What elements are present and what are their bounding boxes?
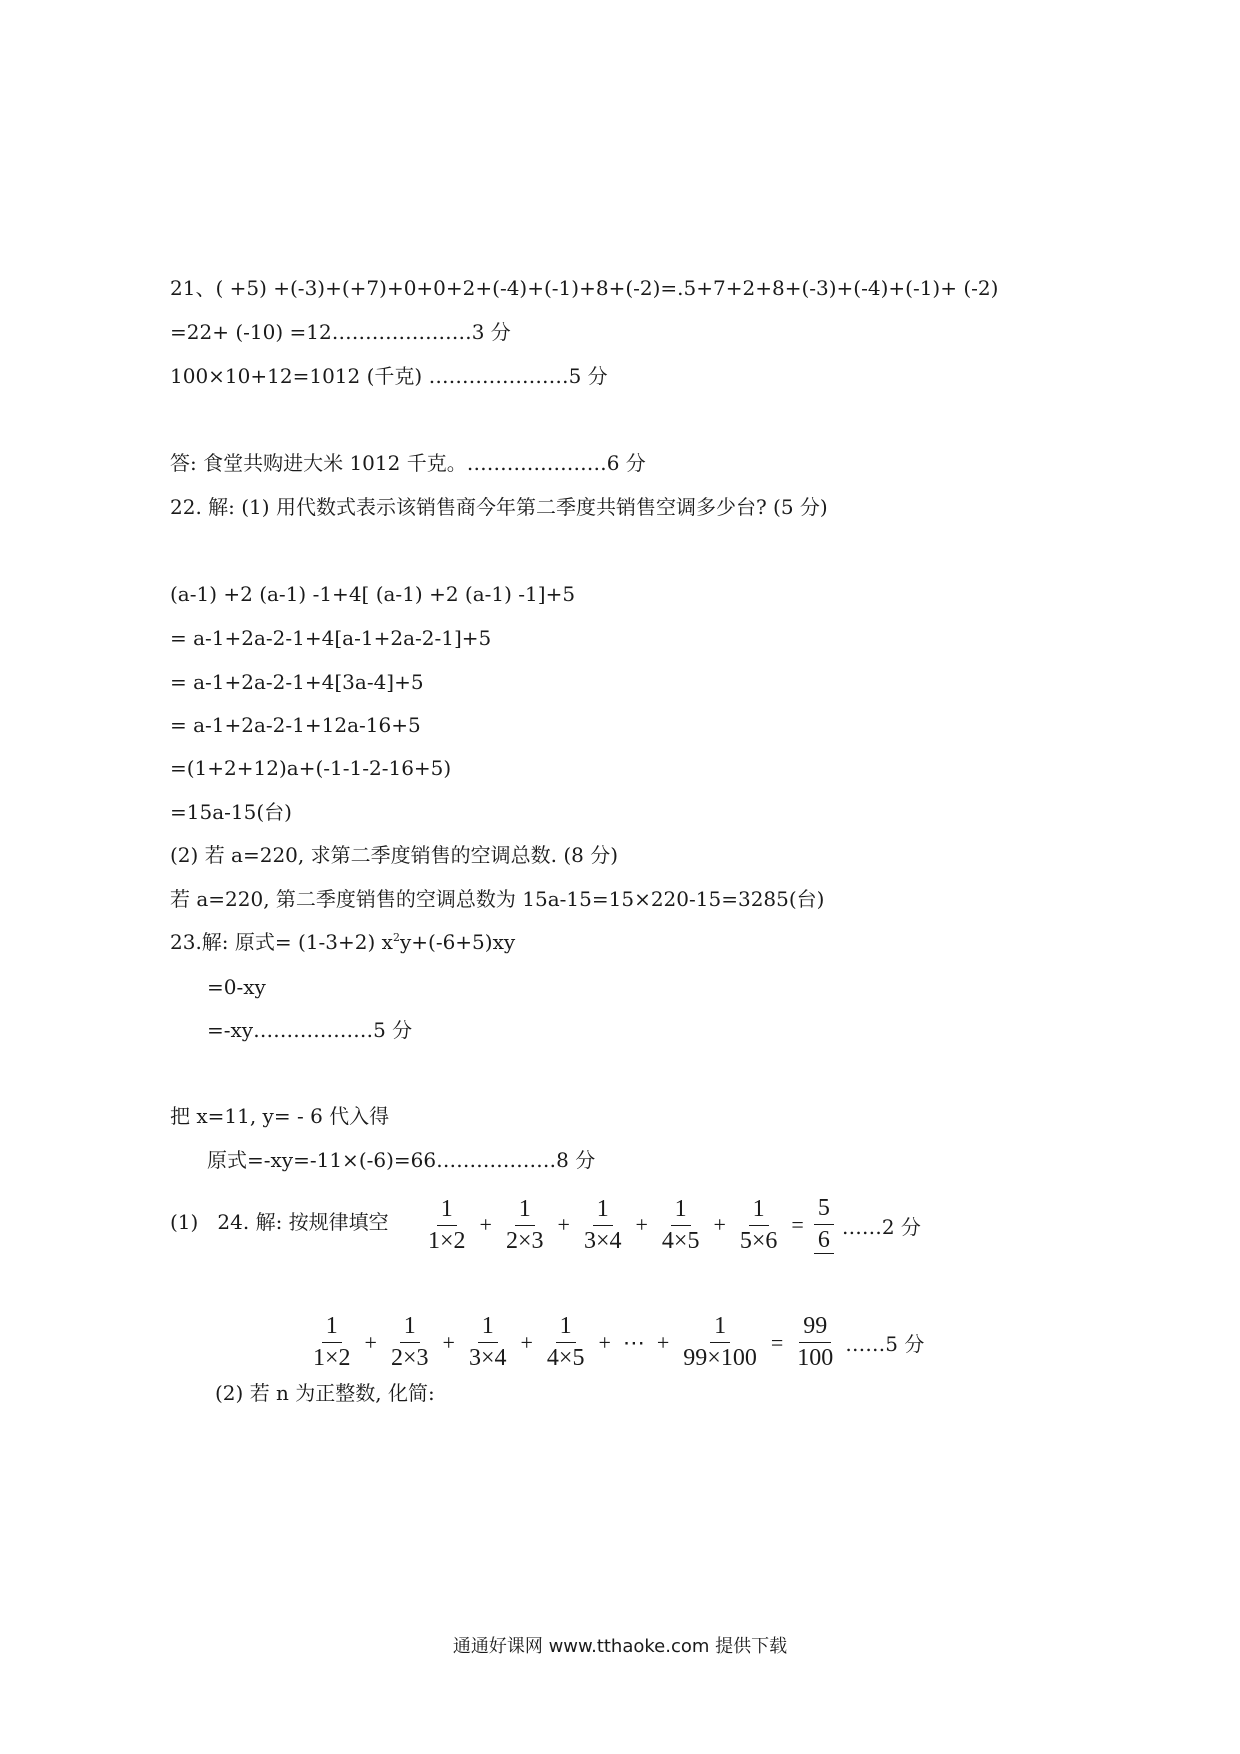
q24-r1-frac-4: $\frac{1}{4\times 5}$ [661, 1195, 700, 1254]
equals-sign: = [791, 1212, 804, 1238]
q24-r2-frac-3: $\frac{1}{3\times 4}$ [468, 1313, 507, 1372]
q22-intro: 22. 解: (1) 用代数式表示该销售商今年第二季度共销售空调多少台? (5 分) [170, 495, 828, 519]
q23-line2: =0-xy [207, 975, 266, 999]
q21-line3: 100×10+12=1012 (千克) …………………5 分 [170, 364, 608, 388]
q23-line1 [170, 932, 515, 952]
page-footer: 通通好课网 www.tthaoke.com 提供下载 [452, 1636, 788, 1657]
q24-r1-frac-2: $\frac{1}{2\times 3}$ [505, 1195, 544, 1254]
q24-row2-expression [305, 1314, 924, 1371]
q21-line1: 21、( +5) +(-3)+(+7)+0+0+2+(-4)+(-1)+8+(-2)=.5+7+2+8+(-3)+(-4)+(-1)+ (-2) [170, 276, 999, 300]
plus-sign: + [656, 1329, 670, 1355]
q22-step-4: = a-1+2a-2-1+12a-16+5 [170, 713, 421, 737]
q24-part2: (2) 若 n 为正整数, 化简: [215, 1381, 435, 1405]
plus-sign: + [598, 1329, 611, 1355]
q23-exponent: 2 [392, 931, 400, 944]
q21-line2: =22+ (-10) =12…………………3 分 [170, 320, 511, 344]
q22-step-3: = a-1+2a-2-1+4[3a-4]+5 [170, 670, 424, 694]
q24-r2-frac-2: $\frac{1}{2\times 3}$ [390, 1313, 429, 1372]
q22-step-2: = a-1+2a-2-1+4[a-1+2a-2-1]+5 [170, 626, 492, 650]
q24-r1-result: $\frac{5}{6}$ [814, 1196, 834, 1254]
q24-r2-score: ……5 分 [845, 1332, 925, 1357]
plus-sign: + [635, 1212, 648, 1238]
q21-answer: 答: 食堂共购进大米 1012 千克。…………………6 分 [170, 451, 646, 475]
plus-sign: + [520, 1329, 533, 1355]
q23-sub-result: 原式=-xy=-11×(-6)=66………………8 分 [207, 1148, 596, 1172]
q24-r1-frac-3: $\frac{1}{3\times 4}$ [583, 1195, 622, 1254]
q24-r2-result: $\frac{99}{100}$ [797, 1313, 834, 1372]
q22-part2-answer: 若 a=220, 第二季度销售的空调总数为 15a-15=15×220-15=3285(台) [170, 887, 825, 911]
plus-sign: + [364, 1329, 377, 1355]
q23-sub-intro: 把 x=11, y= - 6 代入得 [170, 1104, 390, 1128]
q24-r1-frac-5: $\frac{1}{5\times 6}$ [739, 1195, 778, 1254]
plus-sign: + [557, 1212, 570, 1238]
ellipsis: ⋯ [622, 1329, 645, 1355]
q24-row1-expression [420, 1196, 921, 1254]
q24-r2-frac-4: $\frac{1}{4\times 5}$ [546, 1313, 585, 1372]
q23-line3: =-xy………………5 分 [207, 1018, 413, 1042]
q24-r1-score: ……2 分 [841, 1214, 921, 1239]
q23-line1-post: y+(-6+5)xy [399, 930, 516, 954]
q23-line1-pre: 23.解: 原式= (1-3+2) x [170, 930, 393, 954]
plus-sign: + [479, 1212, 492, 1238]
q22-part2: (2) 若 a=220, 求第二季度销售的空调总数. (8 分) [170, 843, 619, 867]
equals-sign: = [770, 1329, 784, 1355]
q22-step-5: =(1+2+12)a+(-1-1-2-16+5) [170, 756, 452, 780]
q24-prefix: (1) 24. 解: 按规律填空 [170, 1210, 389, 1234]
q24-r2-frac-1: $\frac{1}{1\times 2}$ [313, 1313, 351, 1372]
plus-sign: + [713, 1212, 726, 1238]
q22-step-1: (a-1) +2 (a-1) -1+4[ (a-1) +2 (a-1) -1]+5 [170, 582, 576, 606]
q22-step-6: =15a-15(台) [170, 800, 292, 824]
q24-r2-frac-last: $\frac{1}{99\times 100}$ [683, 1313, 757, 1372]
plus-sign: + [442, 1329, 455, 1355]
q24-r1-frac-1: $\frac{1}{1\times 2}$ [428, 1195, 466, 1254]
